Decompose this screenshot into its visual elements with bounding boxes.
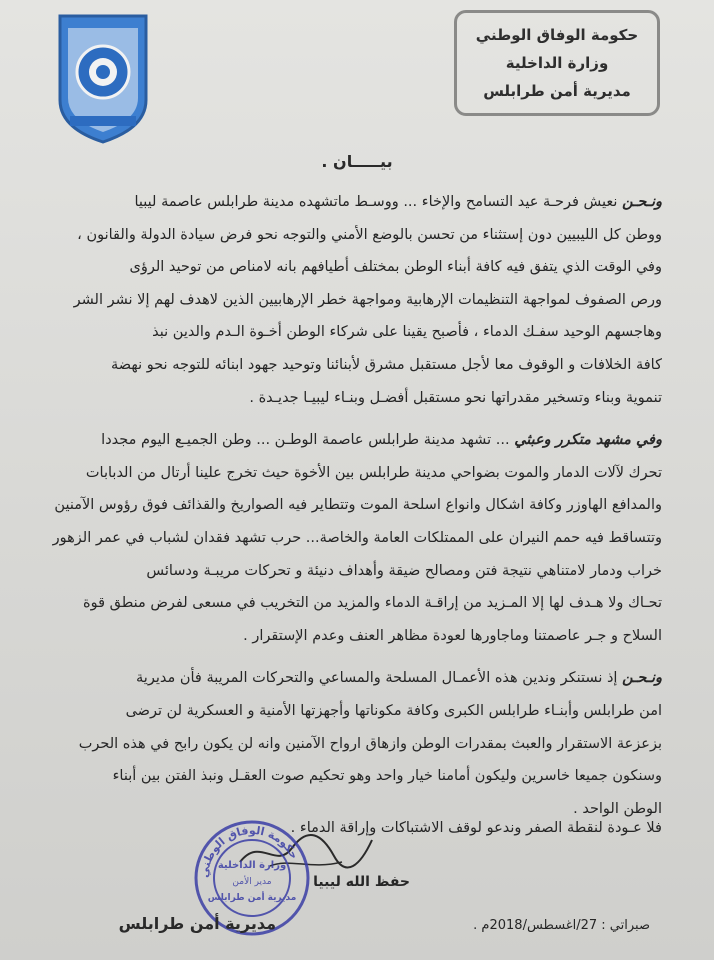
body-line: بزعزعة الاستقرار والعبث بمقدرات الوطن وازهاق ارواح الآمنين وانه لن يكون رابح في هذه الحرب xyxy=(78,735,662,752)
body-line: كافة الخلافات و الوقوف معا لأجل مستقبل مشرق لأبنائنا وتوحيد جهود ابنائه للتوجه نحو نهضة xyxy=(111,356,662,373)
body-line: السلاح و جـر عاصمتنا وماجاورها لعودة مظاهر العنف وعدم الإستقرار . xyxy=(243,627,662,644)
body-line: وفي مشهد متكرر وعبثي ... تشهد مدينة طرابلس عاصمة الوطـن ... وطن الجميـع اليوم مجددا xyxy=(101,432,662,449)
body-line: وهاجسهم الوحيد سفـك الدماء ، فأصبح يقينا على شركاء الوطن أخـوة الـدم والدين نبذ xyxy=(152,324,662,341)
paragraph-2 xyxy=(44,424,662,652)
letterhead-box xyxy=(454,10,660,116)
stamp-line-2: مدير الأمن xyxy=(232,877,272,887)
body-line: وتتساقط فيه حمم النيران على الممتلكات العامة والخاصة... حرب تشهد فقدان لشباب في عمر الزهور xyxy=(52,529,662,546)
body-line: والمدافع الهاوزر وكافة اشكال وانواع اسلحة الموت وتتطاير فيه الصواريخ والقذائف فوق رؤوس الآمنين xyxy=(54,497,662,514)
ministry-name: وزارة الداخلية xyxy=(505,54,609,72)
body-line: ورص الصفوف لمواجهة التنظيمات الإرهابية ومواجهة خطر الإرهابيين الذين لاهدف لهم إلا نشر الشر xyxy=(73,291,662,308)
body-line: خراب ودمار لامتناهي نتيجة فتن ومصالح ضيقة وأهداف دنيئة و تحركات مريبـة ودسائس xyxy=(146,562,662,579)
body-line: امن طرابلس وأبنـاء طرابلس الكبرى وكافة مكوناتها وأجهزتها الأمنية و العسكرية لن ترضى xyxy=(125,702,662,719)
body-line: تنموية وبناء وتسخير مقدراتها نحو مستقبل أفضـل وبنـاء ليبيـا جديـدة . xyxy=(249,389,662,406)
government-name: حكومة الوفاق الوطني xyxy=(475,26,639,44)
paragraph-3 xyxy=(44,662,662,825)
stamp-line-1: وزارة الداخلية xyxy=(217,860,287,871)
sign-off: حفظ الله ليبيا xyxy=(313,874,410,890)
statement-title: بيـــــان . xyxy=(321,152,393,171)
stamp-line-3: مديرية أمن طرابلس xyxy=(207,893,297,903)
issuing-office: مديرية أمن طرابلس xyxy=(118,914,276,933)
body-line: ووطن كل الليبيين دون إستثناء من تحسن بالوضع الأمني والتوجه نحو فرض سيادة الدولة والقانون ، xyxy=(77,226,662,243)
document-date: صبراتي : 27/اغسطس/2018م . xyxy=(473,918,650,933)
paragraph-1 xyxy=(44,186,662,414)
ministry-emblem-logo xyxy=(52,8,154,146)
body-line: الوطن الواحد . xyxy=(573,800,662,817)
body-line: وسنكون جميعا خاسرين وليكون أمامنا خيار واحد وهو تحكيم صوت العقـل ونبذ الفتن بين أبناء xyxy=(112,768,662,785)
stamp-ring-text: حكومة الوفاق الوطني xyxy=(197,823,301,879)
body-line: تحرك لآلات الدمار والموت بضواحي مدينة طرابلس بين الأخوة حيث تخرج علينا أرتال من الدبابات xyxy=(85,464,662,481)
body-line: وفي الوقت الذي يتفق فيه كافة أبناء الوطن بمختلف أطيافهم بانه لامناص من توحيد الرؤى xyxy=(129,259,662,276)
directorate-name: مديرية أمن طرابلس xyxy=(483,82,631,100)
statement-body xyxy=(44,186,662,827)
body-line: تحـاك ولا هـدف لها إلا المـزيد من إراقـة الدماء والمزيد من التخريب في مسعى لفرض منطق قوة xyxy=(83,595,662,612)
body-line: ونـحـن إذ نستنكر وندين هذه الأعمـال المسلحة والمساعي والتحركات المريبة فأن مديرية xyxy=(136,670,662,687)
body-line: ونـحـن نعيش فرحـة عيد التسامح والإخاء ... ووسـط ماتشهده مدينة طرابلس عاصمة ليبيا xyxy=(134,194,662,210)
closing-line: فلا عـودة لنقطة الصفر وندعو لوقف الاشتباكات وإراقة الدماء . xyxy=(290,820,662,836)
